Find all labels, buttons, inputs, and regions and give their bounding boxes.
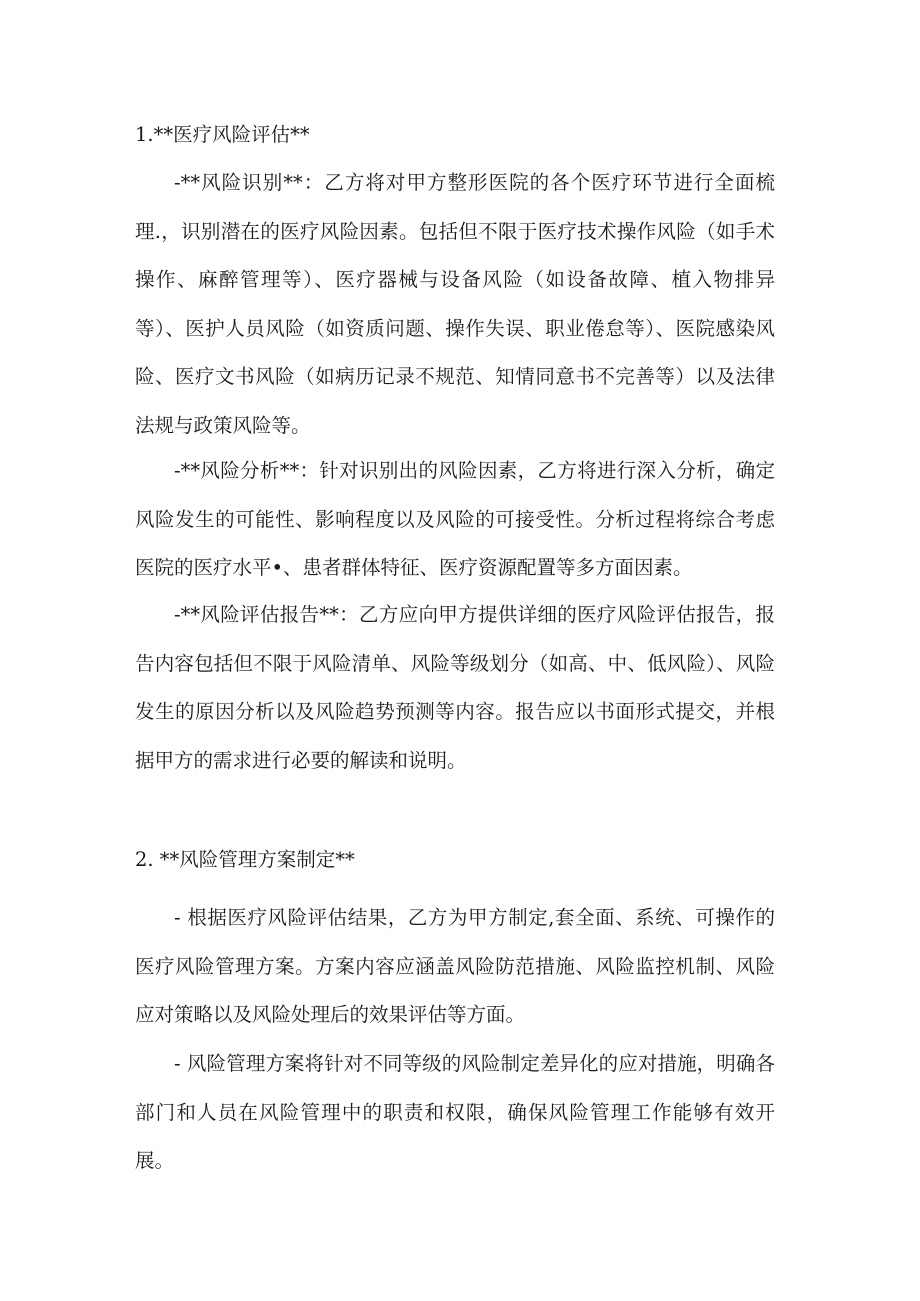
risk-analysis-paragraph: -**风险分析**：针对识别出的风险因素，乙方将进行深入分析，确定风险发生的可能性、影响程度以及风险的可接受性。分析过程将综合考虑医院的医疗水平•、患者群体特征、医疗资源配置等多方面因素。: [135, 459, 775, 579]
section-1-heading: 1.**医疗风险评估**: [135, 123, 310, 146]
risk-identification-paragraph: -**风险识别**：乙方将对甲方整形医院的各个医疗环节进行全面梳理.，识别潜在的医疗风险因素。包括但不限于医疗技术操作风险（如手术操作、麻醉管理等）、医疗器械与设备风险（如设备故障、植入物排异等）、医护人员风险（如资质问题、操作失误、职业倦怠等）、医院感染风险、医疗文书风险（如病历记录不规范、知情同意书不完善等）以及法律法规与政策风险等。: [135, 171, 775, 437]
section-2-heading: 2. **风险管理方案制定**: [135, 848, 355, 871]
risk-assessment-report-paragraph: -**风险评估报告**：乙方应向甲方提供详细的医疗风险评估报告，报告内容包括但不限于风险清单、风险等级划分（如高、中、低风险）、风险发生的原因分析以及风险趋势预测等内容。报告应以书面形式提交，并根据甲方的需求进行必要的解读和说明。: [135, 603, 775, 772]
differentiated-measures-paragraph: - 风险管理方案将针对不同等级的风险制定差异化的应对措施，明确各部门和人员在风险管理中的职责和权限，确保风险管理工作能够有效开展。: [135, 1052, 775, 1172]
plan-formulation-paragraph: - 根据医疗风险评估结果，乙方为甲方制定,套全面、系统、可操作的医疗风险管理方案。方案内容应涵盖风险防范措施、风险监控机制、风险应对策略以及风险处理后的效果评估等方面。: [135, 906, 775, 1026]
